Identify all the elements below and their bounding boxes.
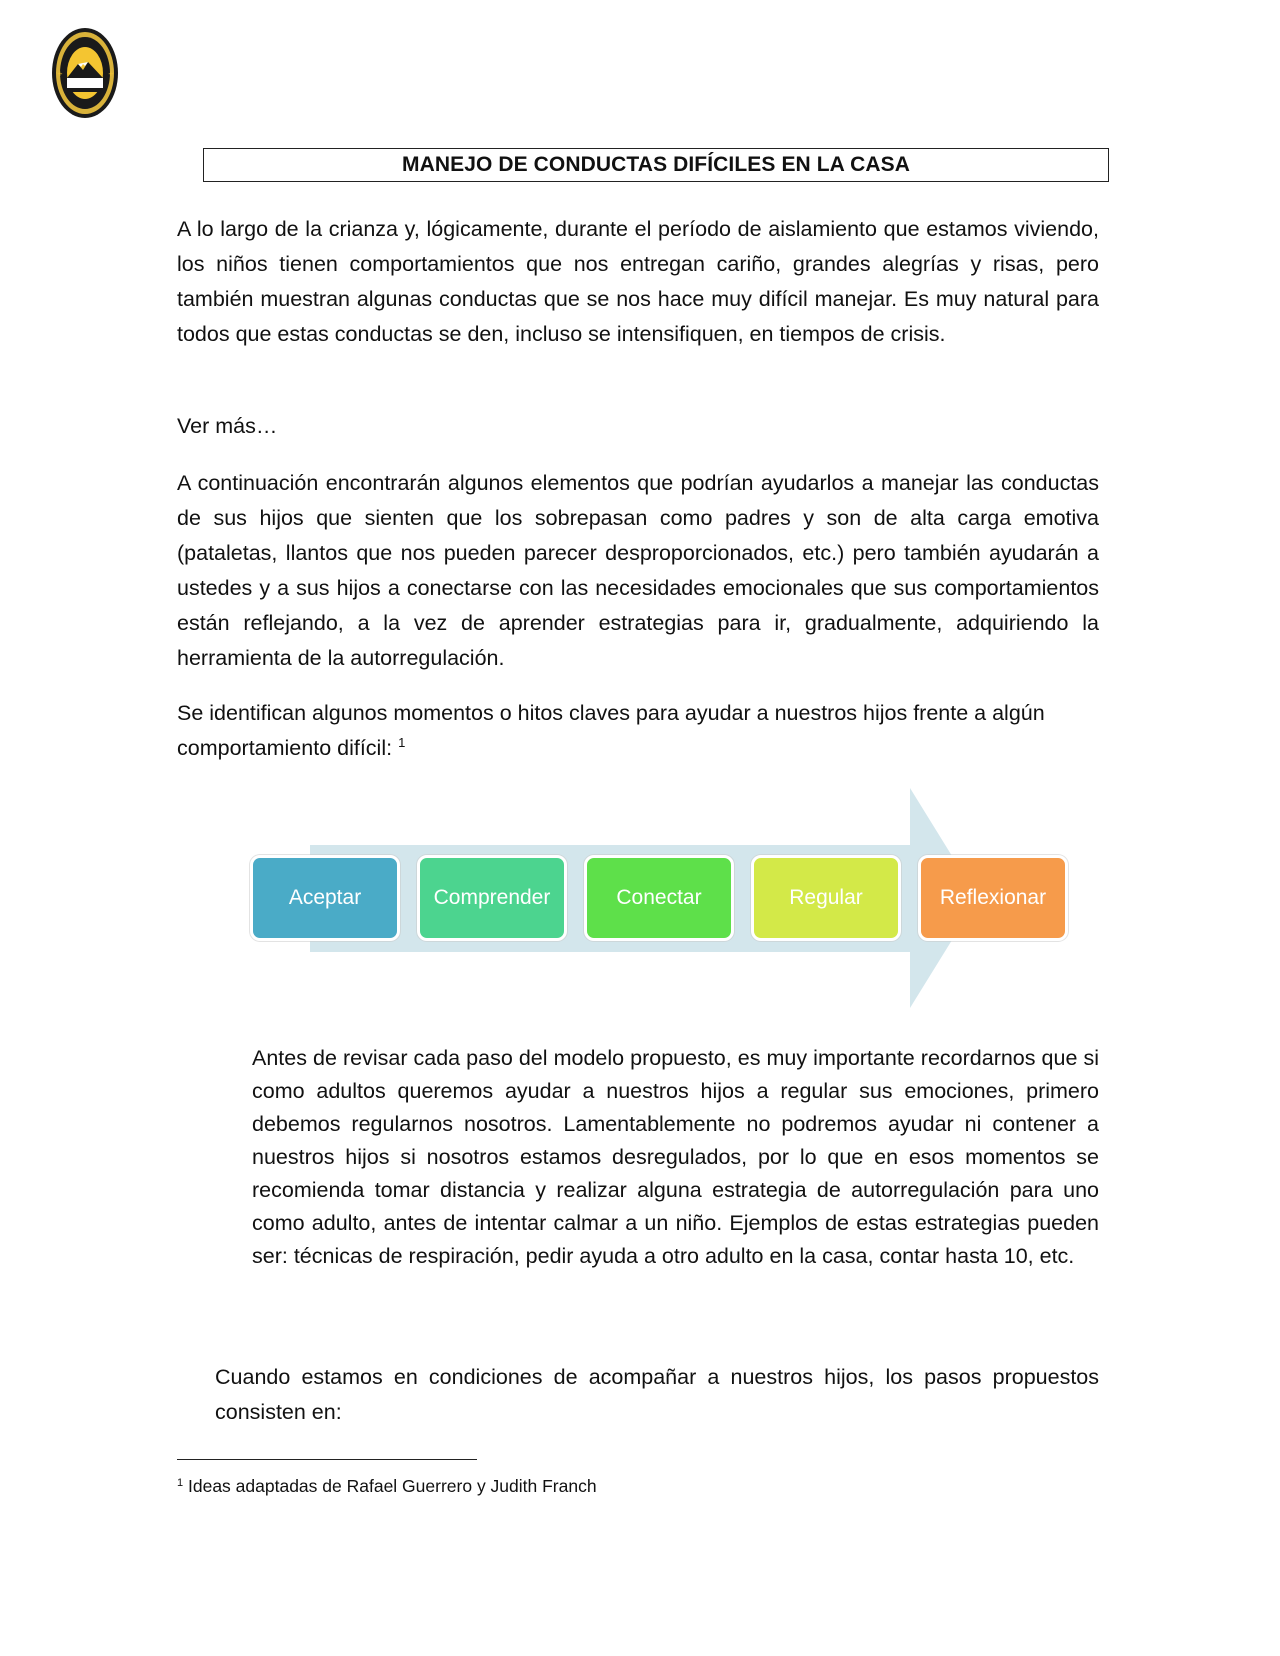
paragraph-intro: A lo largo de la crianza y, lógicamente, durante el período de aislamiento que estamos viviendo, los niños tienen comportamientos que nos entregan cariño, grandes alegrías y risas, pero también muestran algunas conductas que se nos hace muy difícil manejar. Es muy natural para todos que estas conductas se den, incluso se intensifiquen, en tiempos de crisis. xyxy=(177,217,1099,346)
step-conectar: Conectar xyxy=(584,855,734,941)
footnote-number: 1 xyxy=(177,1477,184,1489)
paragraph-moments xyxy=(177,696,1099,766)
see-more-link[interactable]: Ver más… xyxy=(177,414,278,438)
step-aceptar: Aceptar xyxy=(250,855,400,941)
step-reflexionar: Reflexionar xyxy=(918,855,1068,941)
step-comprender: Comprender xyxy=(417,855,567,941)
footnote xyxy=(177,1474,597,1498)
moments-text: Se identifican algunos momentos o hitos claves para ayudar a nuestros hijos frente a algún comportamiento difícil: xyxy=(177,701,1045,760)
process-diagram xyxy=(250,785,1090,1010)
school-crest-icon xyxy=(50,26,120,120)
paragraph-continuation: A continuación encontrarán algunos elementos que podrían ayudarlos a manejar las conductas de sus hijos que sienten que los sobrepasan como padres y son de alta carga emotiva (pataletas, llantos que nos pueden parecer desproporcionados, etc.) pero también ayudarán a ustedes y a sus hijos a conectarse con las necesidades emocionales que sus comportamientos están reflejando, a la vez de aprender estrategias para ir, gradualmente, adquiriendo la herramienta de la autorregulación. xyxy=(177,471,1099,670)
footnote-ref[interactable]: 1 xyxy=(398,735,406,750)
footnote-divider xyxy=(177,1459,477,1460)
svg-text:+: + xyxy=(108,70,114,78)
paragraph-before: Antes de revisar cada paso del modelo propuesto, es muy importante recordarnos que si como adultos queremos ayudar a nuestros hijos a regular sus emociones, primero debemos regularnos nosotros. Lamentablemente no podremos ayudar ni contener a nuestros hijos si nosotros estamos desregulados, por lo que en esos momentos se recomienda tomar distancia y realizar alguna estrategia de autorregulación para uno como adulto, antes de intentar calmar a un niño. Ejemplos de estas estrategias pueden ser: técnicas de respiración, pedir ayuda a otro adulto en la casa, contar hasta 10, etc. xyxy=(252,1046,1099,1268)
step-regular: Regular xyxy=(751,855,901,941)
svg-text:+: + xyxy=(57,70,63,78)
document-title: MANEJO DE CONDUCTAS DIFÍCILES EN LA CASA xyxy=(203,148,1109,182)
paragraph-steps-intro: Cuando estamos en condiciones de acompañar a nuestros hijos, los pasos propuestos consisten en: xyxy=(215,1365,1099,1424)
footnote-text: Ideas adaptadas de Rafael Guerrero y Judith Franch xyxy=(188,1476,597,1496)
